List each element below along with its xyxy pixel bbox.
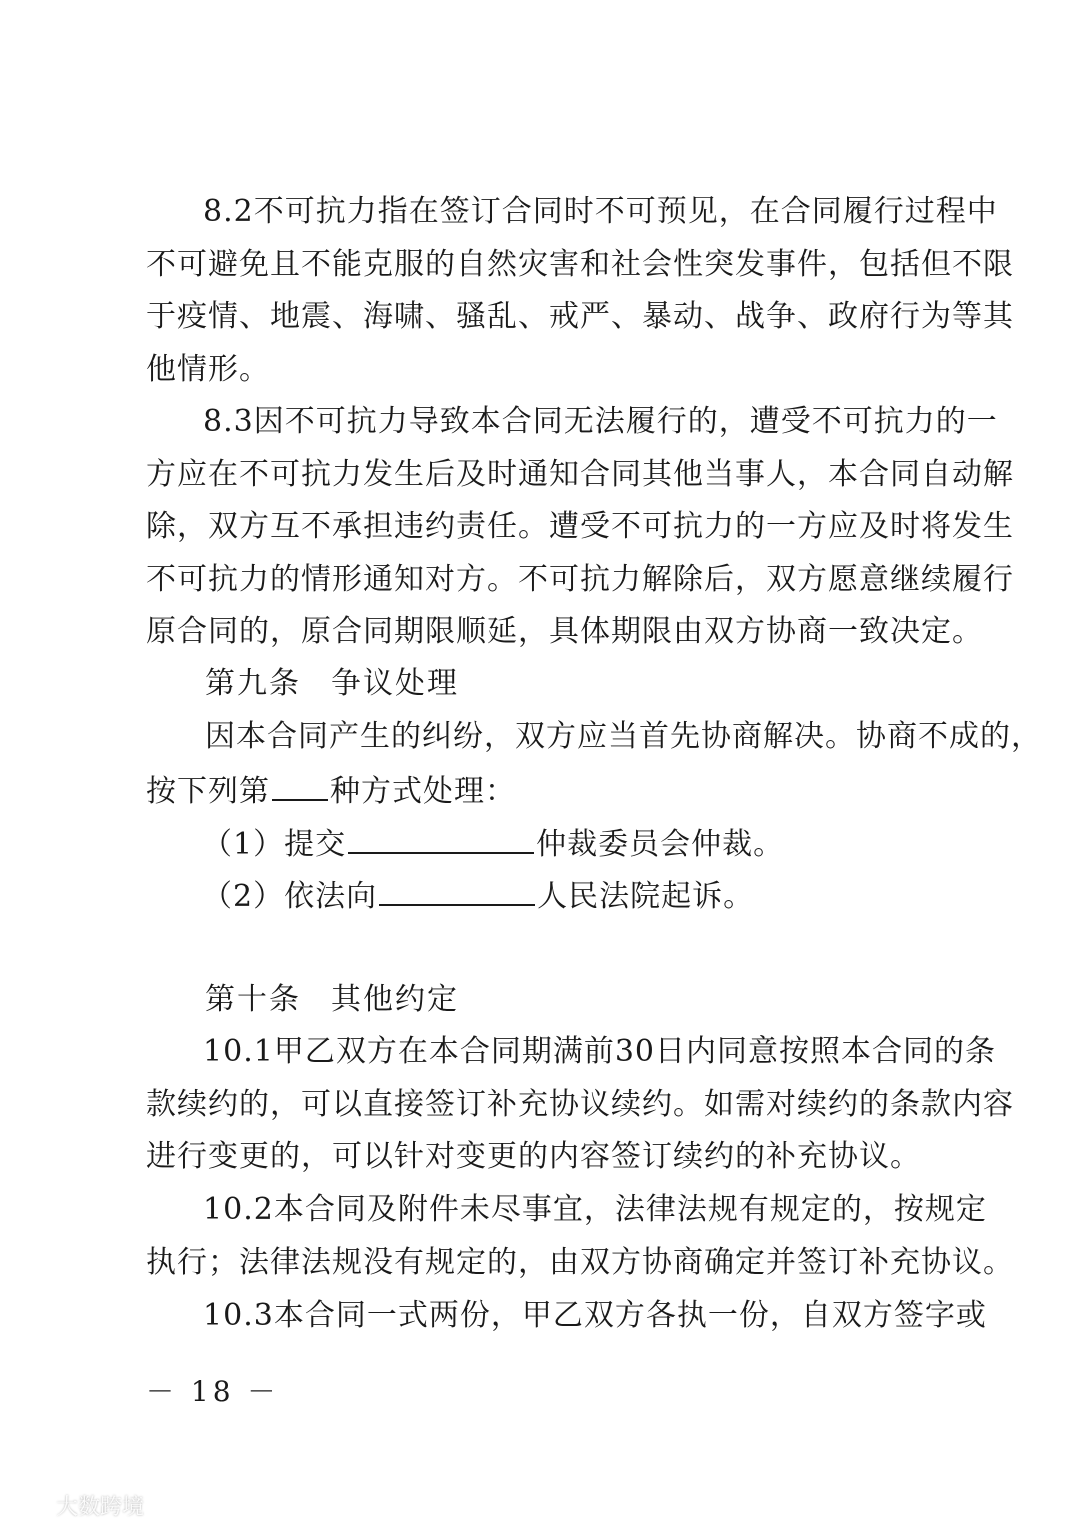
watermark-text: 大数跨境 [56, 1494, 145, 1520]
method-number-blank [272, 769, 328, 801]
article-10-heading [205, 980, 1005, 1020]
paragraph-8-3-line-3: 除 ， 双 方 互 不 承 担 违 约 责 任 。 遭 受 不 可 抗 力 的 一 方 应 及 时 将 发 生 [146, 509, 1014, 544]
article-9-intro-suffix: 种方式处理： [330, 774, 516, 809]
article-9-intro-prefix: 按下列第 [146, 774, 270, 809]
paragraph-8-3-line-4: 不 可 抗 力 的 情 形 通 知 对 方 。 不 可 抗 力 解 除 后 ， 双 方 愿 意 继 续 履 行 [146, 562, 1014, 597]
article-9-option-2 [202, 874, 1002, 914]
page-number: － 18 － [146, 1375, 280, 1408]
court-blank [379, 874, 535, 906]
article-10-number: 第十条 [205, 982, 301, 1017]
article-9-intro-line-2 [146, 769, 946, 809]
paragraph-8-2-line-2: 不 可 避 免 且 不 能 克 服 的 自 然 灾 害 和 社 会 性 突 发 事 件 ， 包 括 但 不 限 [146, 247, 1014, 282]
arbitration-commission-blank [348, 822, 534, 854]
paragraph-8-2-line-3: 于 疫 情 、 地 震 、 海 啸 、 骚 乱 、 戒 严 、 暴 动 、 战 争 、 政 府 行 为 等 其 [146, 299, 1014, 334]
article-10-title: 其他约定 [331, 982, 459, 1017]
paragraph-8-3-line-2: 方 应 在 不 可 抗 力 发 生 后 及 时 通 知 合 同 其 他 当 事 人 ， 本 合 同 自 动 解 [146, 457, 1014, 492]
article-9-number: 第九条 [205, 666, 301, 701]
option-1-prefix: （1）提交 [202, 827, 347, 862]
paragraph-10-1-line-2: 款 续 约 的 ， 可 以 直 接 签 订 补 充 协 议 续 约 。 如 需 对 续 约 的 条 款 内 容 [146, 1087, 1014, 1122]
article-9-intro-line-1: 因本合同产生的纠纷，双方应当首先协商解决。协商不成的， [205, 719, 1042, 754]
paragraph-8-2-line-4: 他情形。 [146, 352, 270, 387]
paragraph-10-1-line-1: 1 0 . 1 甲 乙 双 方 在 本 合 同 期 满 前 3 0 日 内 同 意 按 照 本 合 同 的 条 [203, 1034, 997, 1069]
option-2-prefix: （2）依法向 [202, 879, 378, 914]
watermark [10, 1490, 144, 1520]
weibo-icon [10, 1489, 50, 1521]
paragraph-8-2-line-1: 8 . 2 不 可 抗 力 指 在 签 订 合 同 时 不 可 预 见 ， 在 合 同 履 行 过 程 中 [203, 194, 998, 229]
paragraph-10-2-line-2: 执 行 ； 法 律 法 规 没 有 规 定 的 ， 由 双 方 协 商 确 定 并 签 订 补 充 协 议 。 [146, 1245, 1014, 1280]
article-9-option-1 [202, 822, 1002, 862]
article-9-title: 争议处理 [331, 666, 459, 701]
paragraph-10-2-line-1: 1 0 . 2 本 合 同 及 附 件 未 尽 事 宜 ， 法 律 法 规 有 规 定 的 ， 按 规 定 [203, 1192, 987, 1227]
paragraph-8-3-line-5: 原合同的，原合同期限顺延，具体期限由双方协商一致决定。 [146, 614, 983, 649]
paragraph-8-3-line-1: 8 . 3 因 不 可 抗 力 导 致 本 合 同 无 法 履 行 的 ， 遭 受 不 可 抗 力 的 一 [203, 404, 998, 439]
paragraph-10-1-line-3: 进行变更的，可以针对变更的内容签订续约的补充协议。 [146, 1139, 921, 1174]
article-9-heading [205, 664, 1005, 704]
option-2-suffix: 人民法院起诉。 [537, 879, 755, 914]
option-1-suffix: 仲裁委员会仲裁。 [536, 827, 785, 862]
paragraph-10-3-line-1: 1 0 . 3 本 合 同 一 式 两 份 ， 甲 乙 双 方 各 执 一 份 ， 自 双 方 签 字 或 [203, 1298, 987, 1333]
